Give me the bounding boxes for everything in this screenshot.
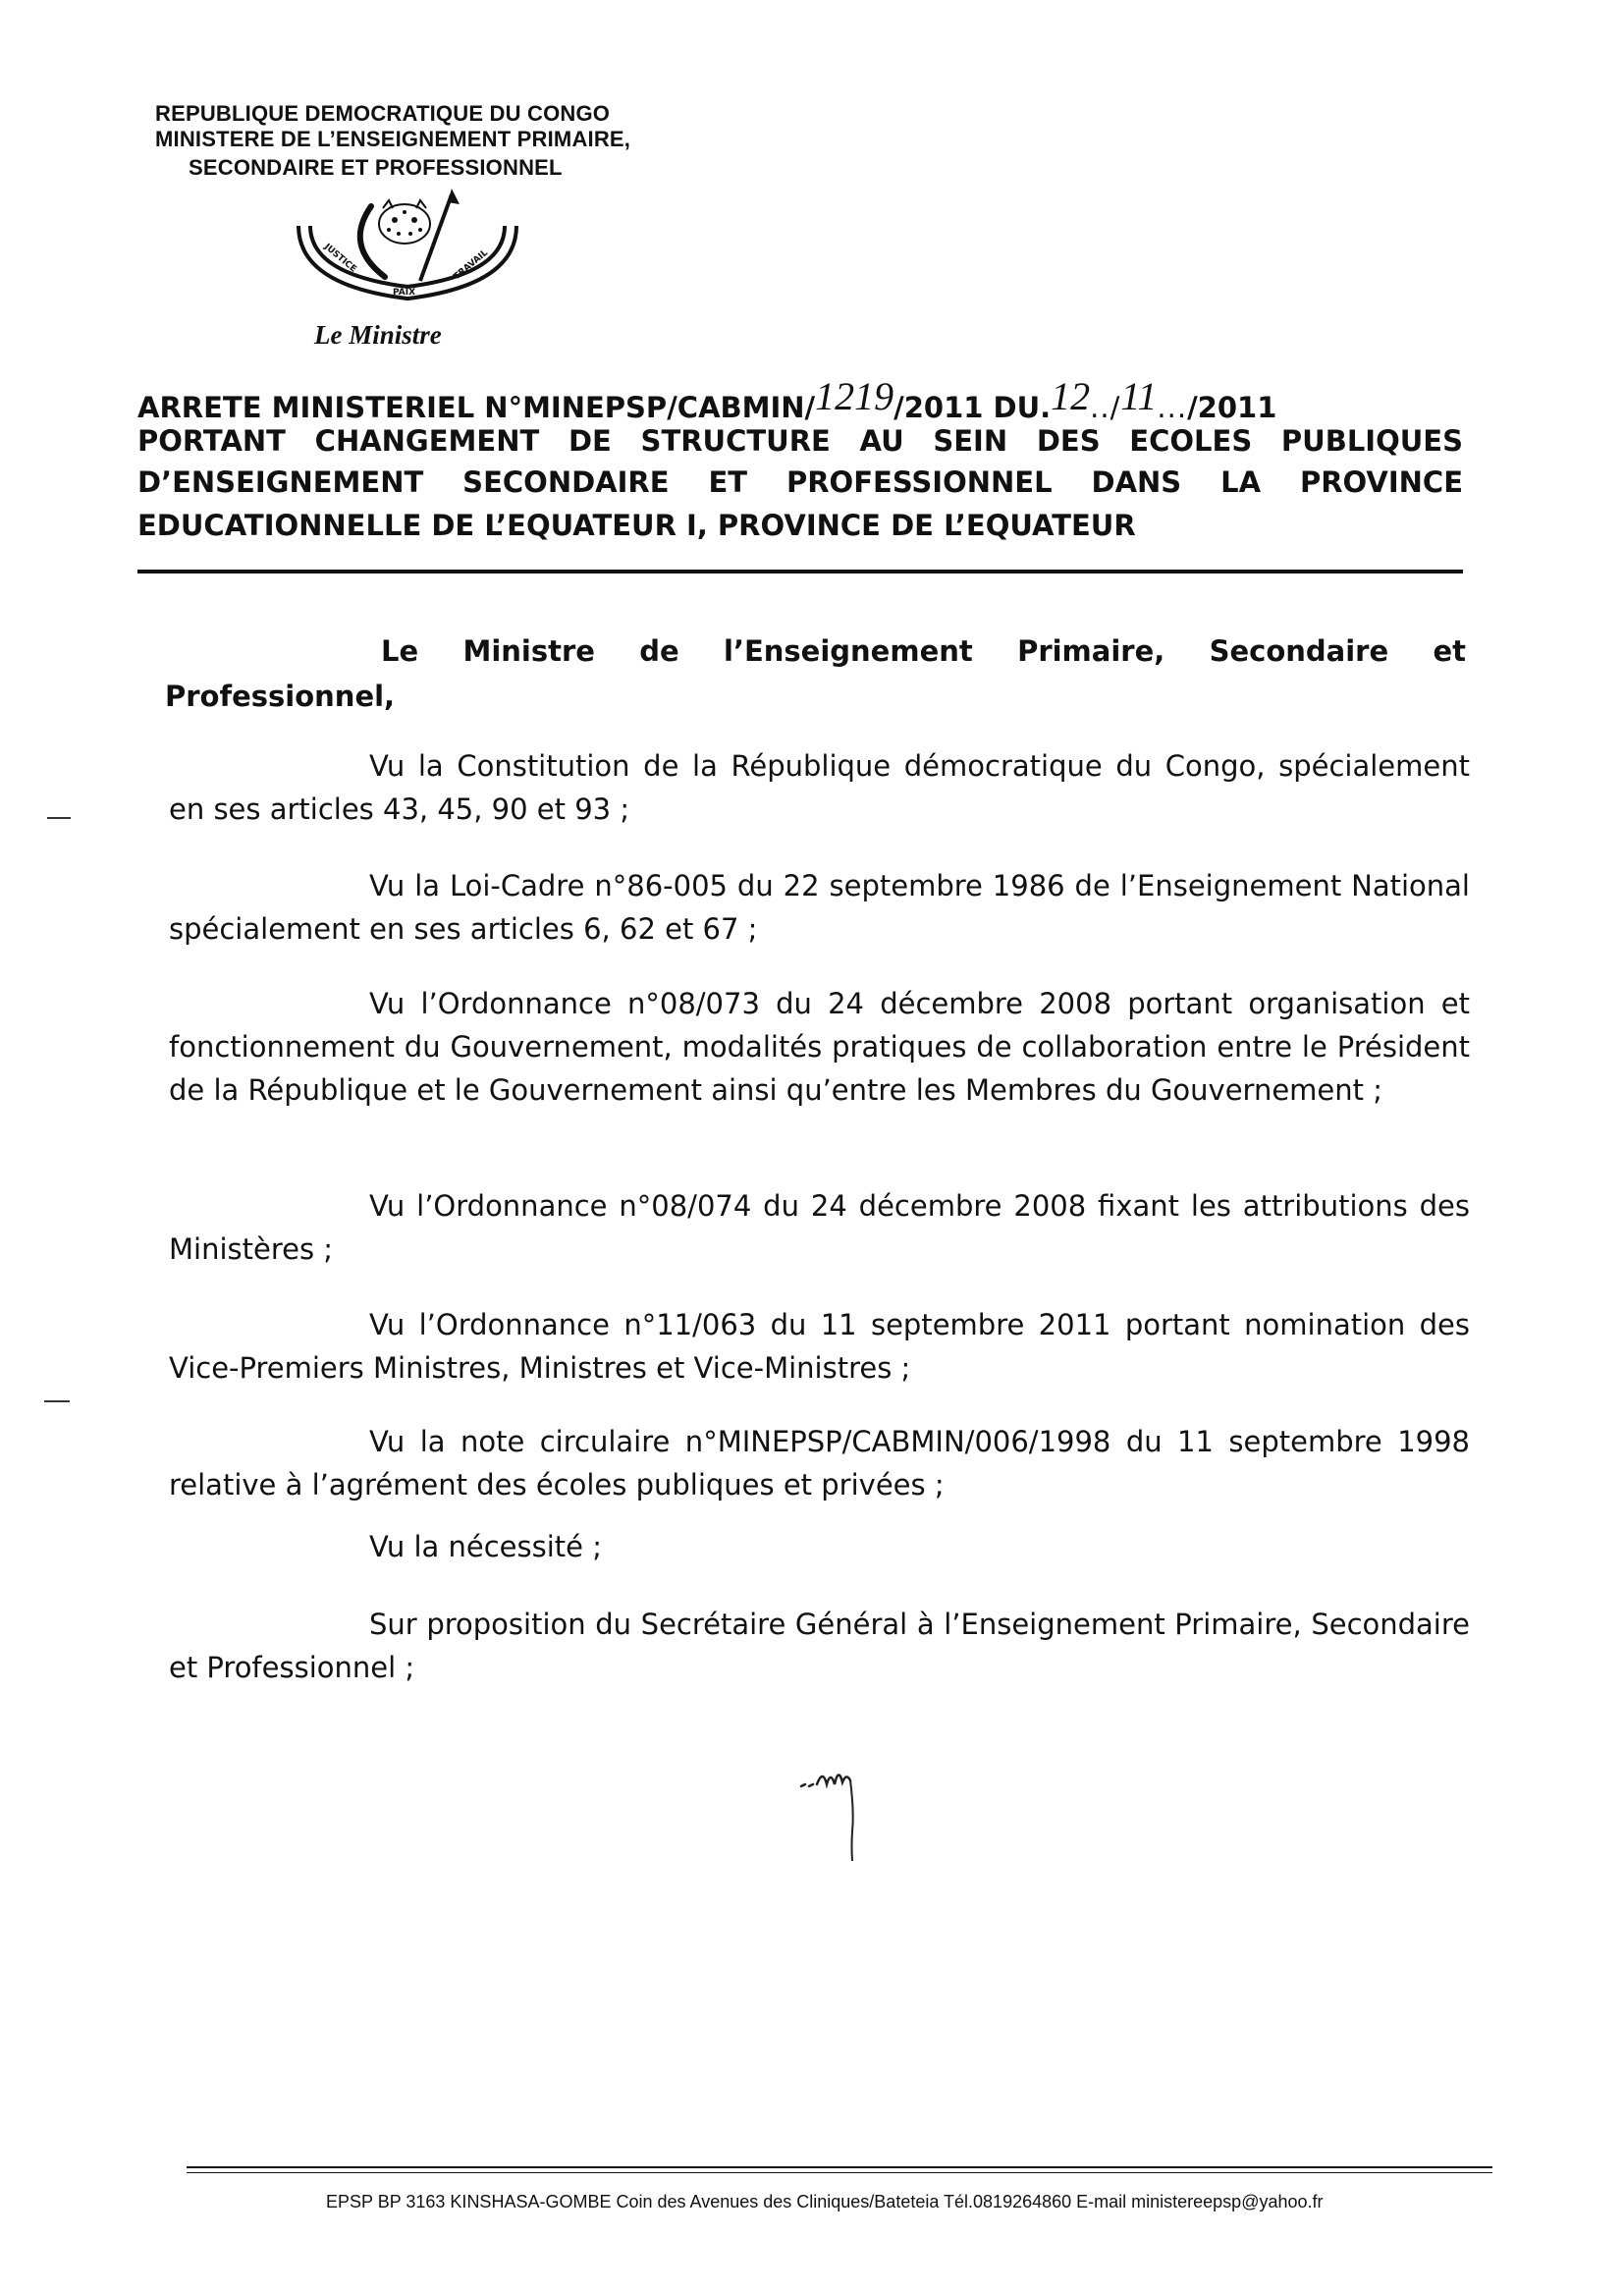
consideration-paragraph: Vu la Loi-Cadre n°86-005 du 22 septembre 1986 de l’Enseignement National spécialement en ses articles 6, 62 et 67 ; [169,869,1470,946]
coat-of-arms-emblem [295,187,520,304]
decree-title-line1: ARRETE MINISTERIEL N°MINEPSP/CABMIN/1219/2011 DU.12../11.../2011 [137,374,1277,424]
header-ministry-line2: SECONDAIRE ET PROFESSIONNEL [189,155,563,180]
footer-divider [187,2166,1492,2168]
decree-reference-prefix: ARRETE MINISTERIEL N°MINEPSP/CABMIN/ [137,391,816,424]
decree-month-handwritten: 11 [1120,374,1158,418]
footer-divider [187,2172,1492,2173]
consideration-paragraph: Vu l’Ordonnance n°08/074 du 24 décembre 2008 fixant les attributions des Ministères ; [169,1189,1470,1266]
footer-contact: EPSP BP 3163 KINSHASA-GOMBE Coin des Avenues des Cliniques/Bateteia Tél.0819264860 E-mail ministereepsp@yahoo.fr [326,2192,1324,2211]
motto-paix: PAIX [393,288,416,298]
consideration-paragraph: Vu la note circulaire n°MINEPSP/CABMIN/006/1998 du 11 septembre 1998 relative à l’agrément des écoles publiques et privées ; [169,1425,1470,1501]
minister-intro-line2: Professionnel, [165,680,396,713]
punch-hole-mark [47,817,71,819]
handwritten-initials [795,1763,874,1881]
minister-label: Le Ministre [314,320,442,350]
consideration-paragraph: Vu la Constitution de la République démocratique du Congo, spécialement en ses articles 43, 45, 90 et 93 ; [169,749,1470,826]
consideration-paragraph: Sur proposition du Secrétaire Général à l’Enseignement Primaire, Secondaire et Professionnel ; [169,1608,1470,1684]
decree-title-line2: PORTANT CHANGEMENT DE STRUCTURE AU SEIN DES ECOLES PUBLIQUES [137,424,1463,458]
consideration-paragraph: Vu l’Ordonnance n°08/073 du 24 décembre 2008 portant organisation et fonctionnement du Gouvernement, modalités pratiques de collaboration entre le Président de la République et le Gouvernement ainsi qu’entre les Membres du Gouvernement ; [169,987,1470,1107]
decree-year-suffix: /2011 [1187,391,1277,424]
consideration-paragraph: Vu l’Ordonnance n°11/063 du 11 septembre 2011 portant nomination des Vice-Premiers Ministres, Ministres et Vice-Ministres ; [169,1308,1470,1385]
punch-hole-mark [44,1400,70,1402]
motto-travail: TRAVAIL [452,247,490,283]
consideration-paragraph: Vu la nécessité ; [369,1530,602,1563]
decree-day-handwritten: 12 [1051,374,1091,418]
decree-title-line3: D’ENSEIGNEMENT SECONDAIRE ET PROFESSIONNEL DANS LA PROVINCE [137,465,1463,499]
minister-intro [165,628,1466,719]
header-country: REPUBLIQUE DEMOCRATIQUE DU CONGO [155,101,611,126]
motto-justice: JUSTICE [322,242,358,275]
decree-year-date-label: /2011 DU. [893,391,1052,424]
minister-intro-line1: Le Ministre de l’Enseignement Primaire, Secondaire et [381,634,1466,668]
header-ministry-line1: MINISTERE DE L’ENSEIGNEMENT PRIMAIRE, [155,127,631,151]
decree-number-handwritten: 1219 [815,374,894,418]
title-divider [137,570,1463,573]
decree-title-line4: EDUCATIONNELLE DE L’EQUATEUR I, PROVINCE DE L’EQUATEUR [137,509,1136,542]
